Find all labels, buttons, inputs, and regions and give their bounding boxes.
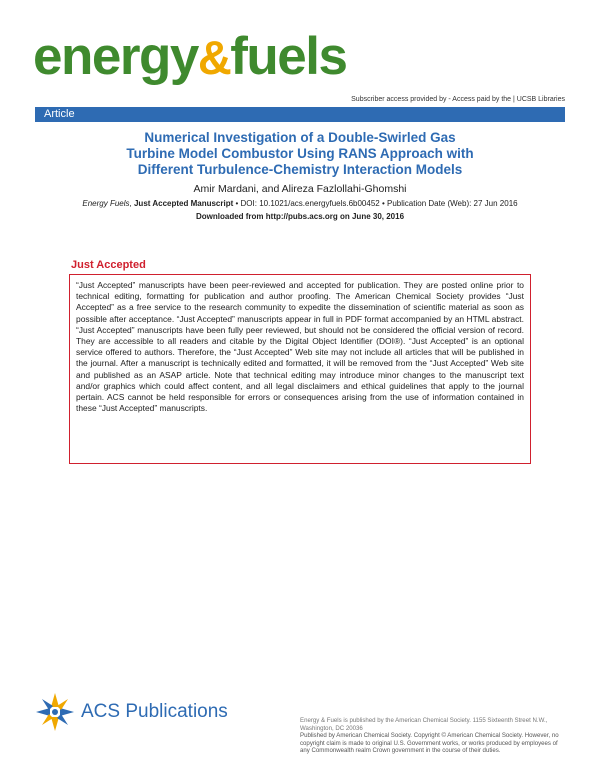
citation-pub-date: Publication Date (Web): 27 Jun 2016 xyxy=(387,199,518,208)
footer-copyright: Published by American Chemical Society. Copyright © American Chemical Society. However, no copyright claim is made to original U.S. Government works, or works produced by employees of any Commonwealth realm Crown government in the course of their duties. xyxy=(300,732,559,755)
logo-part2: fuels xyxy=(230,27,347,86)
download-note: Downloaded from http://pubs.acs.org on June 30, 2016 xyxy=(195,212,405,221)
journal-logo xyxy=(33,27,347,86)
acs-logo-icon xyxy=(35,692,75,732)
title-line: Numerical Investigation of a Double-Swirled Gas xyxy=(144,130,456,145)
just-accepted-text: “Just Accepted” manuscripts have been peer-reviewed and accepted for publication. They are posted online prior to technical editing, formatting for publication and author proofing. The American Chemical Society provides “Just Accepted” as a free service to the research community to expedite the dissemination of scientific material as soon as possible after acceptance. “Just Accepted” manuscripts appear in full in PDF format accompanied by an HTML abstract. “Just Accepted” manuscripts have been fully peer reviewed, but should not be considered the official version of record. They are accessible to all readers and citable by the Digital Object Identifier (DOI®). “Just Accepted” is an optional service offered to authors. Therefore, the “Just Accepted” Web site may not include all articles that will be published in the journal. After a manuscript is technically edited and formatted, it will be removed from the “Just Accepted” Web site and published as an ASAP article. Note that technical editing may introduce minor changes to the manuscript text and/or graphics which could affect content, and all legal disclaimers and ethical guidelines that apply to the journal pertain. ACS cannot be held responsible for errors or consequences arising from the use of information contained in these “Just Accepted” manuscripts. xyxy=(76,280,524,414)
title-line: Turbine Model Combustor Using RANS Approach with xyxy=(126,146,474,161)
article-authors: Amir Mardani, and Alireza Fazlollahi-Ghomshi xyxy=(193,183,407,195)
citation-doi: • DOI: 10.1021/acs.energyfuels.6b00452 • xyxy=(235,199,385,208)
footer-address: Energy & Fuels is published by the American Chemical Society. 1155 Sixteenth Street N.W., Washington, DC 20036 xyxy=(300,717,548,732)
citation-status: Just Accepted Manuscript xyxy=(133,199,234,208)
article-title xyxy=(35,130,565,178)
section-banner xyxy=(35,107,565,122)
title-line: Different Turbulence-Chemistry Interaction Models xyxy=(137,162,463,177)
logo-ampersand: & xyxy=(197,31,231,84)
article-citation: Energy Fuels, Just Accepted Manuscript • DOI: 10.1021/acs.energyfuels.6b00452 • Publication Date (Web): 27 Jun 2016 xyxy=(82,199,518,208)
acs-publications-brand xyxy=(35,692,228,732)
just-accepted-box xyxy=(69,274,531,464)
logo-part1: energy xyxy=(33,27,198,86)
section-label: Article xyxy=(44,108,75,120)
citation-journal: Energy Fuels xyxy=(82,199,130,208)
publisher-footer xyxy=(300,717,562,755)
publisher-name: ACS Publications xyxy=(81,701,228,722)
just-accepted-heading: Just Accepted xyxy=(71,259,146,271)
subscriber-access-note: Subscriber access provided by - Access paid by the | UCSB Libraries xyxy=(351,96,565,103)
